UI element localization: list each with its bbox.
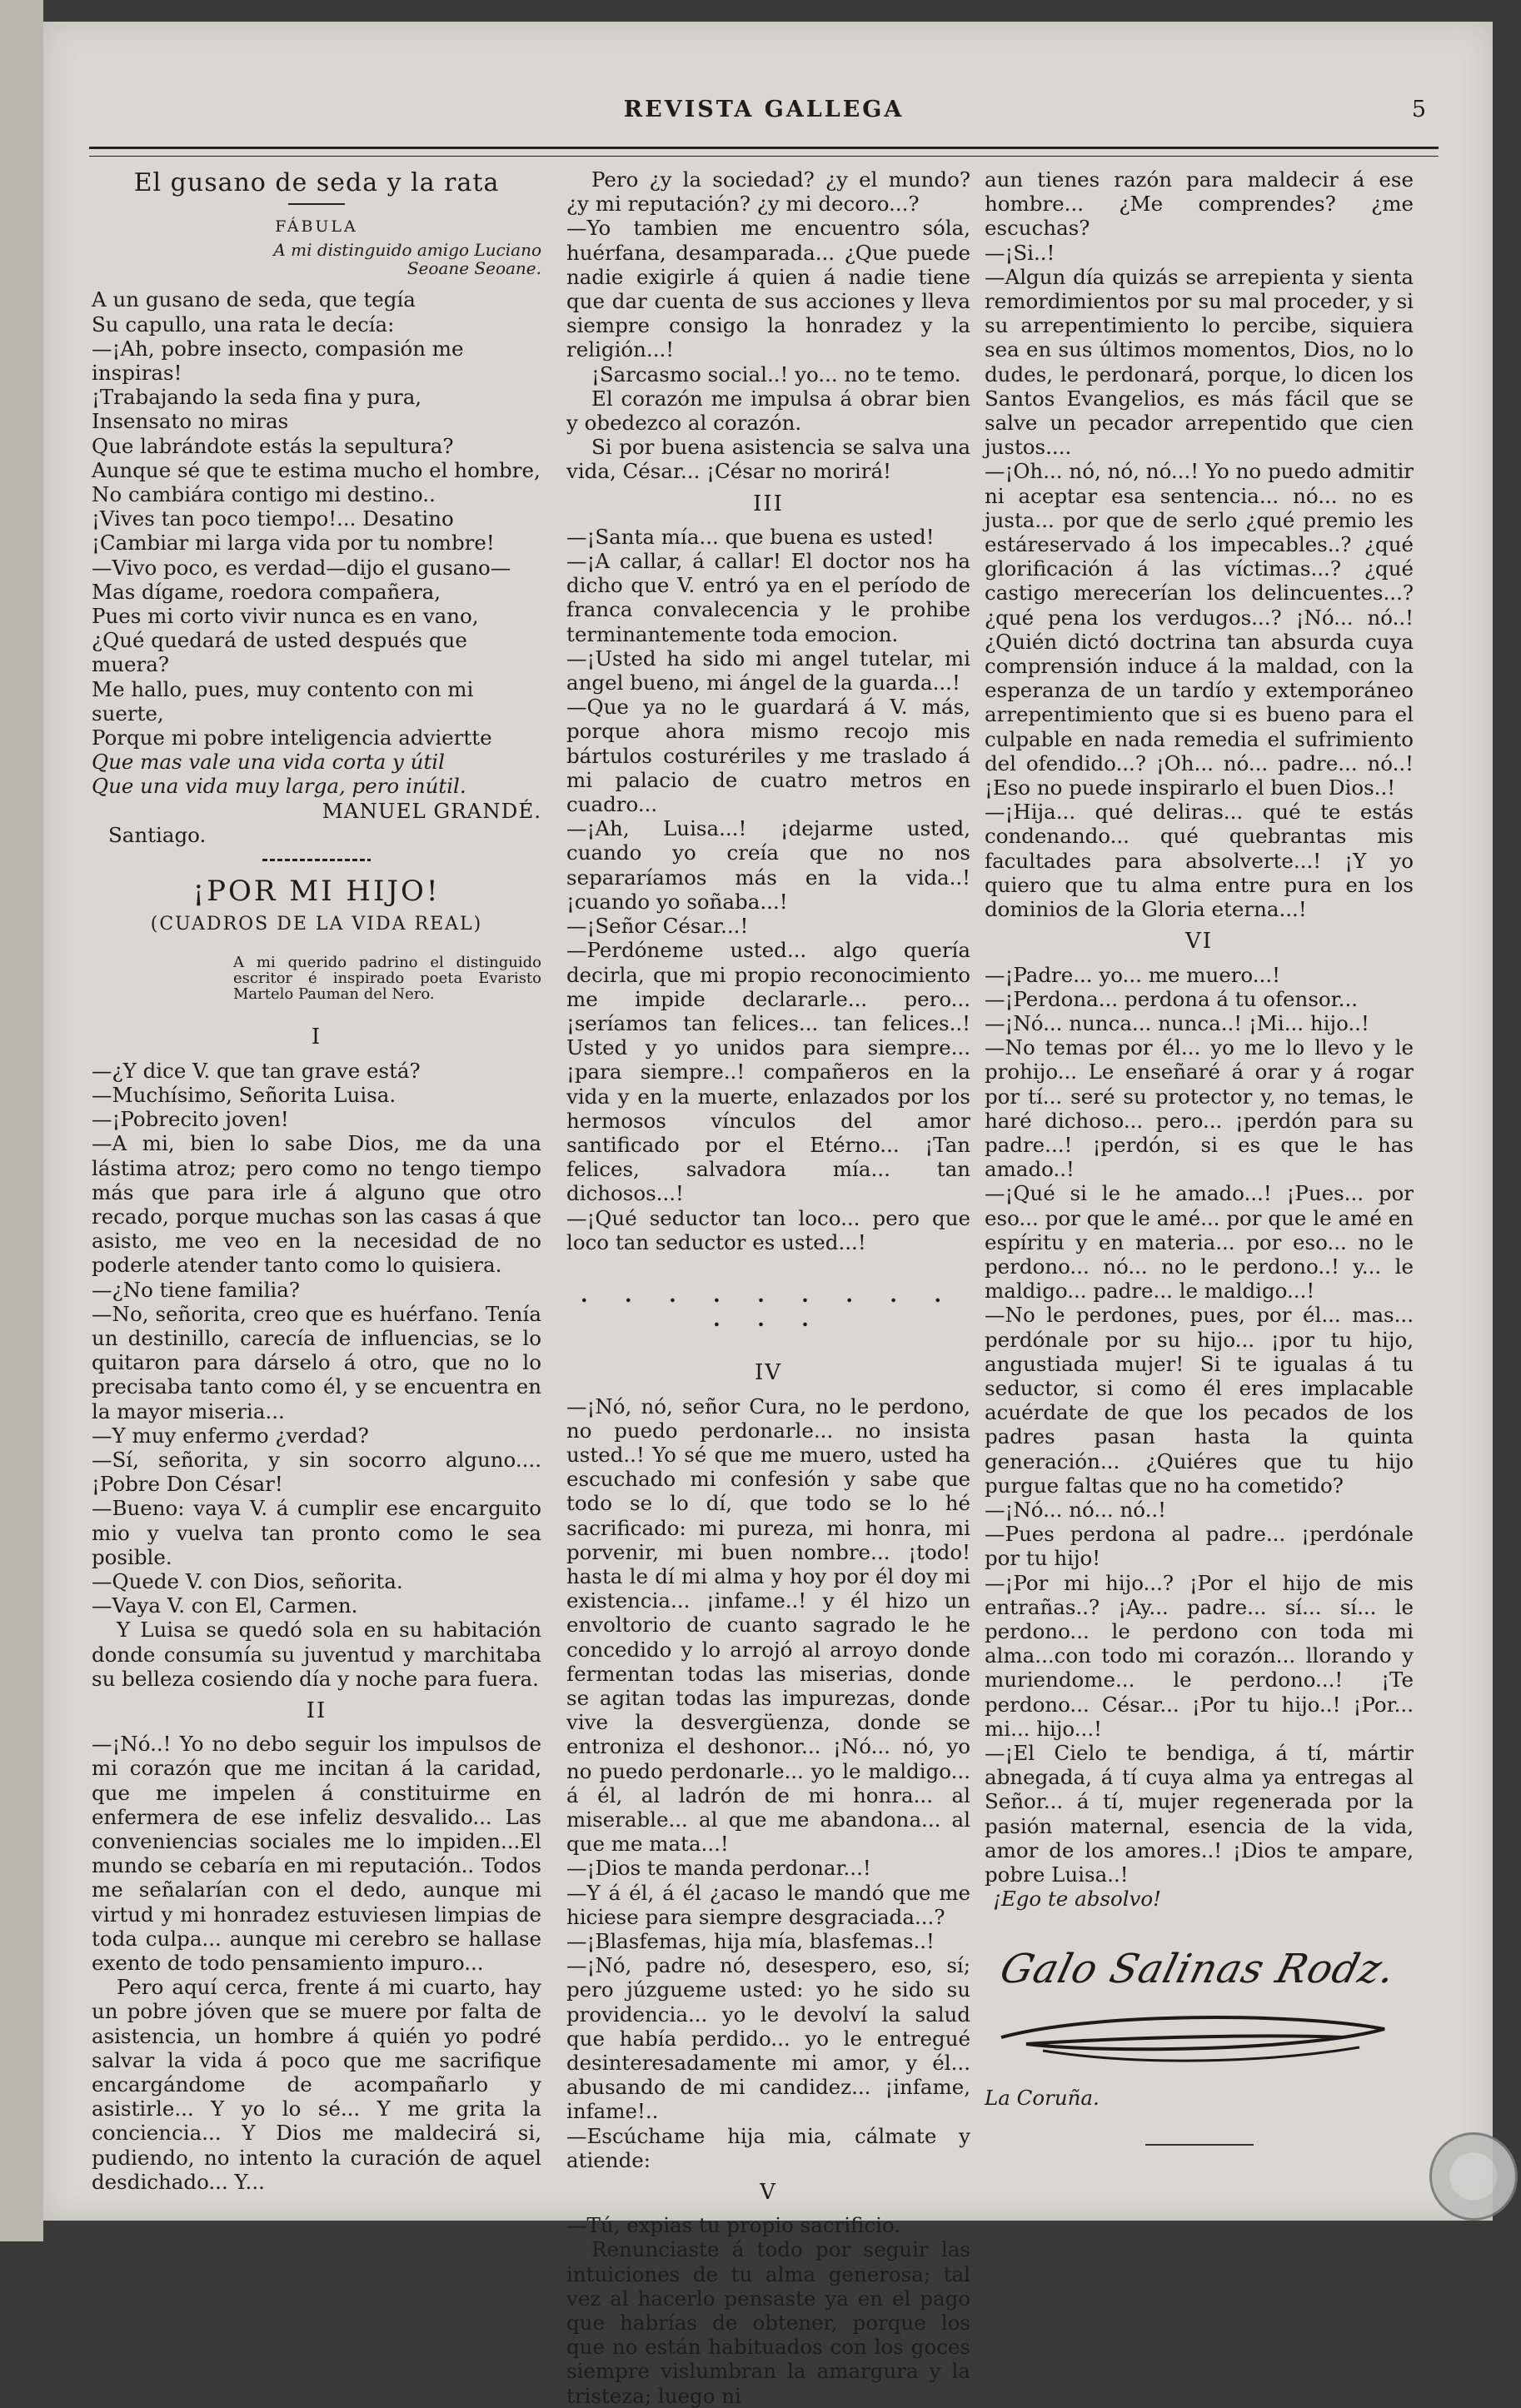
poem-line: ¿Qué quedará de usted después que muera? <box>92 628 467 677</box>
paragraph: —¡Oh... nó, nó, nó...! Yo no puedo admitir ni aceptar esa sentencia... nó... no es justa... por que de serlo ¿qué premio les estáreservado á los impecables..? ¿qué glorificación á las víctimas...? ¿qué castigo merecerían los delincuentes...? ¿qué pena los verdugos...? ¡Nó... nó..! ¿Quién dictó doctrina tan absurda cuya comprensión induce á la maldad, con la esperanza de un tardío y extemporáneo arrepentimiento que si es bueno para el culpable en nada remedia el sufrimiento del ofendido...? ¡Oh... nó... padre... nó..! ¡Eso no puede inspirarlo el buen Dios..! <box>985 459 1414 800</box>
absolution: ¡Ego te absolvo! <box>993 1887 1161 1912</box>
fable-place: Santiago. <box>108 822 207 847</box>
paragraph: —¡Usted ha sido mi angel tutelar, mi angel bueno, mi ángel de la guarda...! <box>566 646 970 695</box>
fable-genre: FÁBULA <box>275 217 358 237</box>
paragraph: —Escúchame hija mia, cálmate y atiende: <box>566 2123 970 2172</box>
column-3 <box>985 167 1414 2146</box>
paragraph: —No le perdones, pues, por él... mas... perdónale por su hijo... ¡por tu hijo, angustiada mujer! Si te igualas á tu seductor, si como él eres implacable acuérdate de que los pecados de los padres pasan hasta la quinta generación... ¿Quiéres que tu hijo purgue faltas que no ha cometido? <box>985 1303 1414 1498</box>
paragraph: —¡Nó..! Yo no debo seguir los impulsos de mi corazón que me incitan á la caridad, que me impelen á constituirme en enfermera de ese infeliz desvalido... Las conveniencias sociales me lo impiden...El mundo se cebaría en mi reputación.. Todos me señalarían con el dedo, aunque mi virtud y mi honradez estuviesen limpias de toda culpa... aunque mi cerebro se hallase exento de todo pensamiento impuro... <box>92 1732 541 1975</box>
column-1 <box>92 167 541 2194</box>
paragraph: —Muchísimo, Señorita Luisa. <box>92 1082 396 1107</box>
section-heading: IV <box>754 1360 783 1386</box>
page-header <box>93 97 1434 130</box>
poem-line: ¡Trabajando la seda fina y pura, <box>92 385 422 410</box>
section-heading: I <box>311 1025 322 1050</box>
fable-poem <box>92 287 541 798</box>
story-dedication: A mi querido padrino el distinguido escritor é inspirado poeta Evaristo Martelo Pauman del Nero. <box>233 954 541 1004</box>
paragraph: —Algun día quizás se arrepienta y sienta remordimientos por su mal proceder, y si su arrepentimiento lo percibe, siquiera sea en sus últimos momentos, Dios, no lo dudes, le perdonará, porque, lo dicen los Santos Evangelios, es más fácil que se salve un pecador arrepentido que cien justos.... <box>985 264 1414 460</box>
fable-dedication: A mi distinguido amigo Luciano Seoane Seoane. <box>273 240 541 279</box>
paragraph: aun tienes razón para maldecir á ese hombre... ¿Me comprendes? ¿me escuchas? <box>985 167 1414 241</box>
journal-page <box>43 22 1493 2408</box>
paragraph: —Quede V. con Dios, señorita. <box>92 1568 403 1593</box>
fable-title: El gusano de seda y la rata <box>133 168 500 197</box>
paragraph: —¡Qué si le he amado...! ¡Pues... por eso... por que le amé... por que le amé en espíritu y en materia... por eso... no le perdono... nó... no le perdono..! y... le maldigo... padre... le maldigo...! <box>985 1181 1414 1304</box>
paragraph: —¡Hija... qué deliras... qué te estás condenando... qué quebrantas mis facultades para absolverte...! ¡Y yo quiero que tu alma entre pura en los dominios de la Gloria eterna...! <box>985 800 1414 922</box>
paragraph: —Sí, señorita, y sin socorro alguno.... ¡Pobre Don César! <box>92 1447 541 1497</box>
section-divider <box>262 859 371 861</box>
author-signature <box>985 1946 1414 2086</box>
paragraph: —¡Nó, nó, señor Cura, no le perdono, no puedo perdonarle... no insista usted..! Yo sé que me muero, usted ha escuchado mi confesión y sabe que todo se lo dí, que todo se lo hé sacrificado: mi pureza, mi honra, mi porvenir, mi buen nombre... ¡todo! hasta le dí mi alma y hoy por él doy mi existencia... ¡infame..! y él hizo un envoltorio de cuanto sagrado le he concedido y lo arrojó al arroyo donde fermentan todas las miserias, donde se agitan todas las impurezas, donde vive la desvergüenza, donde se entroniza el deshonor... ¡Nó... nó, yo no puedo perdonarle... yo le maldigo... á él, al ladrón de mi honra... al miserable... al que me abandona... al que me mata...! <box>566 1393 970 1857</box>
paragraph: —¡A callar, á callar! El doctor nos ha dicho que V. entró ya en el período de franca convalecencia y le prohibe terminantemente toda emocion. <box>566 549 970 646</box>
paragraph: —Yo tambien me encuentro sóla, huérfana, desamparada... ¿Que puede nadie exigirle á quien á nadie tiene que dar cuenta de sus acciones y lleva siempre consigo la honradez y la religión...! <box>566 216 970 362</box>
paragraph: —Y á él, á él ¿acaso le mandó que me hiciese para siempre desgraciada...? <box>566 1880 970 1929</box>
paragraph: Pero aquí cerca, frente á mi cuarto, hay un pobre jóven que se muere por falta de asistencia, un hombre á quién yo podré salvar la vida á poco que me sacrifique encargándome de acompañarlo y asistirle... Y yo lo sé... Y me grita la conciencia... Y Dios me maldecirá si, pudiendo, no intento la curación de aquel desdichado... Y... <box>92 1975 541 2194</box>
binding-edge <box>0 0 43 2241</box>
paragraph: —No, señorita, creo que es huérfano. Tenía un destinillo, carecía de influencias, se lo quitaron para dárselo á otro, que no lo precisaba tanto como él, y se encuentra en la mayor miseria... <box>92 1301 541 1423</box>
signature-flourish <box>993 2004 1393 2071</box>
fable-author: MANUEL GRANDÉ. <box>322 798 541 823</box>
poem-line: —¡Ah, pobre insecto, compasión me inspiras! <box>92 336 464 386</box>
section-heading: VI <box>1184 929 1214 955</box>
story-subtitle: (CUADROS DE LA VIDA REAL) <box>150 914 483 935</box>
poem-line: No cambiára contigo mi destino.. <box>92 482 436 507</box>
section-heading: V <box>760 2180 777 2206</box>
paragraph: —Que ya no le guardará á V. más, porque ahora mismo recojo mis bártulos costurériles y me traslado á mi palacio de cuatro metros en cuadro... <box>566 695 970 817</box>
paragraph: —¡Perdona... perdona á tu ofensor... <box>985 986 1359 1011</box>
paragraph: Pero ¿y la sociedad? ¿y el mundo? ¿y mi reputación? ¿y mi decoro...? <box>566 167 970 217</box>
paragraph: —Perdóneme usted... algo quería decirla, que mi propio reconocimiento me impide declararle... pero... ¡seríamos tan felices... tan felices..! Usted y yo unidos para siempre... ¡para siempre..! compañeros en la vida y en la muerte, enlazados por los hermosos vínculos del amor santificado por el Etérno... ¡Tan felices, salvadora mía... tan dichosos...! <box>566 938 970 1206</box>
poem-line: A un gusano de seda, que tegía <box>92 287 416 312</box>
paragraph: —¿No tiene familia? <box>92 1277 301 1302</box>
paragraph: —¡Ah, Luisa...! ¡dejarme usted, cuando yo creía que no nos separaríamos más en la vida..! ¡cuando yo soñaba...! <box>566 816 970 914</box>
poem-line: Insensato no miras <box>92 409 289 434</box>
poem-line: Pues mi corto vivir nunca es en vano, <box>92 604 479 629</box>
paragraph: —¡Nó... nó... nó..! <box>985 1497 1167 1522</box>
poem-moral: Que mas vale una vida corta y útil <box>92 750 445 775</box>
poem-line: Su capullo, una rata le decía: <box>92 312 395 337</box>
story-title: ¡POR MI HIJO! <box>192 875 441 909</box>
paragraph: —No temas por él... yo me lo llevo y le prohijo... Le enseñaré á orar y á rogar por tí... seré su protector y, no temas, le haré dichoso... pero... ¡perdón para su padre...! ¡perdón, si es que le has amado..! <box>985 1035 1414 1182</box>
paragraph: —¡Señor César...! <box>566 914 749 939</box>
paragraph: —Tú, expias tu propio sacrificio. <box>566 2213 901 2238</box>
poem-line: Aunque sé que te estima mucho el hombre, <box>92 457 541 482</box>
paragraph: El corazón me impulsa á obrar bien y obedezco al corazón. <box>566 386 970 436</box>
masthead: REVISTA GALLEGA <box>623 97 905 122</box>
paragraph: —¡Santa mía... que buena es usted! <box>566 524 935 549</box>
paragraph: —A mi, bien lo sabe Dios, me da una lástima atroz; pero como no tengo tiempo más que para irle á alguno que otro recado, porque muchas son las casas á que asisto, me veo en la necesidad de no poderle atender tanto como lo quisiera. <box>92 1131 541 1278</box>
poem-line: Que labrándote estás la sepultura? <box>92 433 454 458</box>
poem-line: Mas dígame, roedora compañera, <box>92 579 441 604</box>
story-place: La Coruña. <box>985 2086 1100 2111</box>
paragraph: —Bueno: vaya V. á cumplir ese encarguito mio y vuelva tan pronto como le sea posible. <box>92 1496 541 1569</box>
paragraph: —¡Si..! <box>985 240 1055 265</box>
paragraph: —¿Y dice V. que tan grave está? <box>92 1058 421 1083</box>
poem-line: ¡Vives tan poco tiempo!... Desatino <box>92 506 454 531</box>
page-number: 5 <box>1411 97 1426 122</box>
paragraph: Si por buena asistencia se salva una vida, César... ¡César no morirá! <box>566 435 970 484</box>
divider <box>288 203 345 205</box>
paragraph: —Pues perdona al padre... ¡perdónale por tu hijo! <box>985 1522 1414 1571</box>
signature-text: Galo Salinas Rodz. <box>995 1946 1401 1993</box>
paragraph: —¡Por mi hijo...? ¡Por el hijo de mis entrañas..? ¡Ay... padre... sí... sí... le perdono... le perdono con toda mi alma...con todo mi corazón... llorando y muriendome... le perdono...! ¡Te perdono... César... ¡Por tu hijo..! ¡Por... mi... hijo...! <box>985 1570 1414 1741</box>
paragraph: —¡Nó... nunca... nunca..! ¡Mi... hijo..! <box>985 1010 1369 1035</box>
paragraph: —¡Qué seductor tan loco... pero que loco tan seductor es usted...! <box>566 1205 970 1254</box>
section-heading: II <box>306 1698 327 1723</box>
paragraph: —¡Blasfemas, hija mía, blasfemas..! <box>566 1929 935 1954</box>
paragraph: Renunciaste á todo por seguir las intuiciones de tu alma generosa; tal vez al hacerlo pensaste ya en el pago que habrías de obtener, porque los que no están habituados con los goces siempre vislumbran la amargura y la tristeza; luego ni <box>566 2237 970 2408</box>
paragraph: —¡El Cielo te bendiga, á tí, mártir abnegada, á tí cuya alma ya entregas al Señor... á tí, mujer regenerada por la pasión maternal, esencia de la vida, amor de los amores..! ¡Dios te ampare, pobre Luisa..! <box>985 1741 1414 1887</box>
header-rule <box>89 147 1439 157</box>
paragraph: —Vaya V. con El, Carmen. <box>92 1593 358 1618</box>
paragraph: —¡Nó, padre nó, desespero, eso, sí; pero júzgueme usted: yo he sido su providencia... yo le devolví la salud que había perdido... yo le entregué desinteresadamente mi amor, y él... abusando de mi candidez... ¡infame, infame!.. <box>566 1953 970 2124</box>
poem-line: Me hallo, pues, muy contento con mi suerte, <box>92 676 474 725</box>
poem-line: ¡Cambiar mi larga vida por tu nombre! <box>92 531 495 556</box>
poem-moral: Que una vida muy larga, pero inútil. <box>92 774 466 799</box>
paragraph: Y Luisa se quedó sola en su habitación donde consumía su juventud y marchitaba su belleza cosiendo día y noche para fuera. <box>92 1618 541 1691</box>
poem-line: —Vivo poco, es verdad—dijo el gusano— <box>92 555 511 580</box>
end-rule <box>1145 2144 1254 2146</box>
paragraph: —¡Padre... yo... me muero...! <box>985 962 1280 987</box>
library-stamp <box>1429 2132 1518 2221</box>
section-heading: III <box>753 491 784 516</box>
ellipsis-row: . . . . . . . . . . . . <box>580 1282 956 1332</box>
paragraph: ¡Sarcasmo social..! yo... no te temo. <box>591 361 961 386</box>
paragraph: —¡Dios te manda perdonar...! <box>566 1856 871 1881</box>
column-2 <box>566 167 970 2408</box>
poem-line: Porque mi pobre inteligencia adviertte <box>92 725 492 750</box>
paragraph: —Y muy enfermo ¿verdad? <box>92 1423 369 1448</box>
paragraph: —¡Pobrecito joven! <box>92 1107 289 1132</box>
